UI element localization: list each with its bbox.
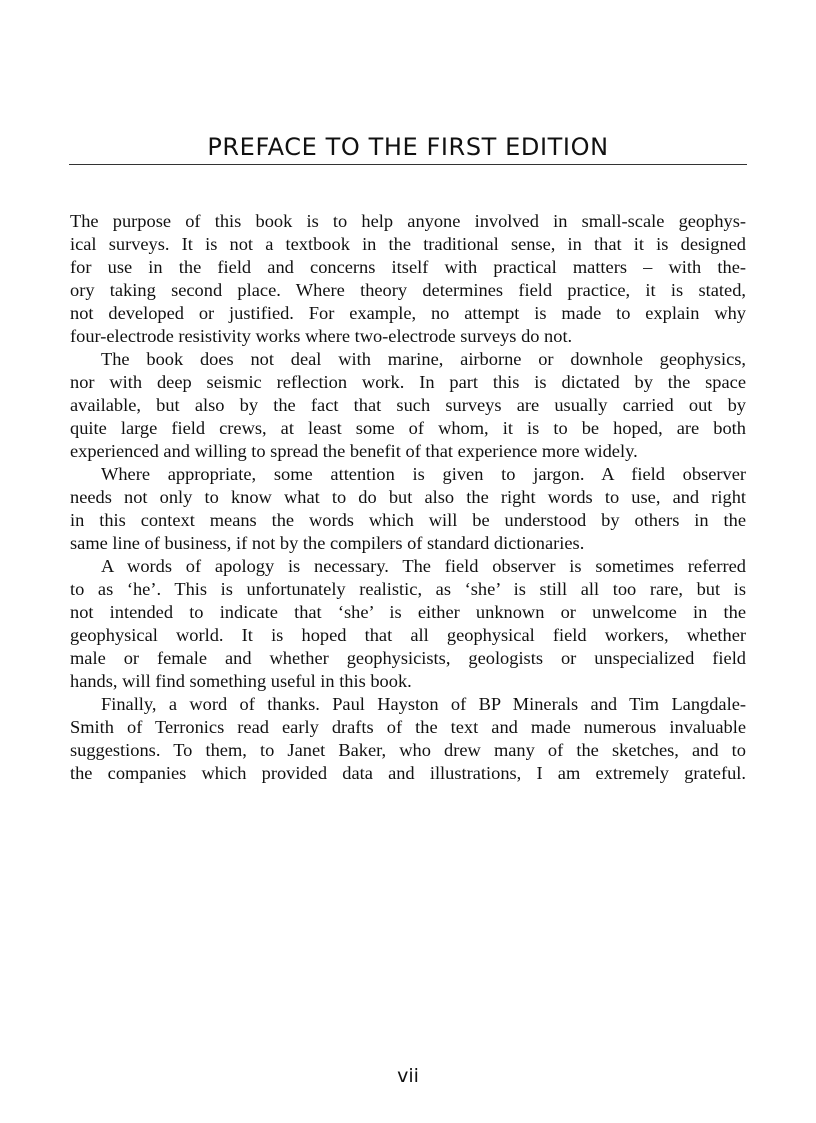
text-line: hands, will find something useful in this book. <box>70 671 412 691</box>
text-line: Where appropriate, some attention is given to jargon. A field observer <box>101 464 746 484</box>
preface-body <box>70 210 746 785</box>
text-line: suggestions. To them, to Janet Baker, who drew many of the sketches, and to <box>70 740 746 760</box>
text-line: available, but also by the fact that such surveys are usually carried out by <box>70 395 746 415</box>
text-line: The book does not deal with marine, airborne or downhole geophysics, <box>101 349 746 369</box>
text-line: male or female and whether geophysicists, geologists or unspecialized field <box>70 648 746 668</box>
text-line: for use in the field and concerns itself with practical matters – with the- <box>70 257 746 277</box>
text-line: same line of business, if not by the compilers of standard dictionaries. <box>70 533 585 553</box>
text-line: geophysical world. It is hoped that all geophysical field workers, whether <box>70 625 746 645</box>
text-line: not developed or justified. For example, no attempt is made to explain why <box>70 303 746 323</box>
text-line: to as ‘he’. This is unfortunately realistic, as ‘she’ is still all too rare, but is <box>70 579 746 599</box>
text-line: Finally, a word of thanks. Paul Hayston of BP Minerals and Tim Langdale- <box>101 694 746 714</box>
text-line: four-electrode resistivity works where two-electrode surveys do not. <box>70 326 573 346</box>
title-underline <box>69 164 747 165</box>
text-line: Smith of Terronics read early drafts of the text and made numerous invaluable <box>70 717 746 737</box>
page-number: vii <box>397 1065 419 1087</box>
text-line: nor with deep seismic reflection work. In part this is dictated by the space <box>70 372 746 392</box>
text-line: in this context means the words which will be understood by others in the <box>70 510 746 530</box>
page-title: PREFACE TO THE FIRST EDITION <box>207 133 609 161</box>
text-line: needs not only to know what to do but also the right words to use, and right <box>70 487 746 507</box>
text-line: ical surveys. It is not a textbook in the traditional sense, in that it is designed <box>70 234 746 254</box>
text-line: quite large field crews, at least some of whom, it is to be hoped, are both <box>70 418 746 438</box>
text-line: the companies which provided data and illustrations, I am extremely grateful. <box>70 763 746 783</box>
text-line: The purpose of this book is to help anyone involved in small-scale geophys- <box>70 211 746 231</box>
text-line: experienced and willing to spread the benefit of that experience more widely. <box>70 441 638 461</box>
text-line: ory taking second place. Where theory determines field practice, it is stated, <box>70 280 746 300</box>
text-line: not intended to indicate that ‘she’ is either unknown or unwelcome in the <box>70 602 746 622</box>
text-line: A words of apology is necessary. The field observer is sometimes referred <box>101 556 746 576</box>
